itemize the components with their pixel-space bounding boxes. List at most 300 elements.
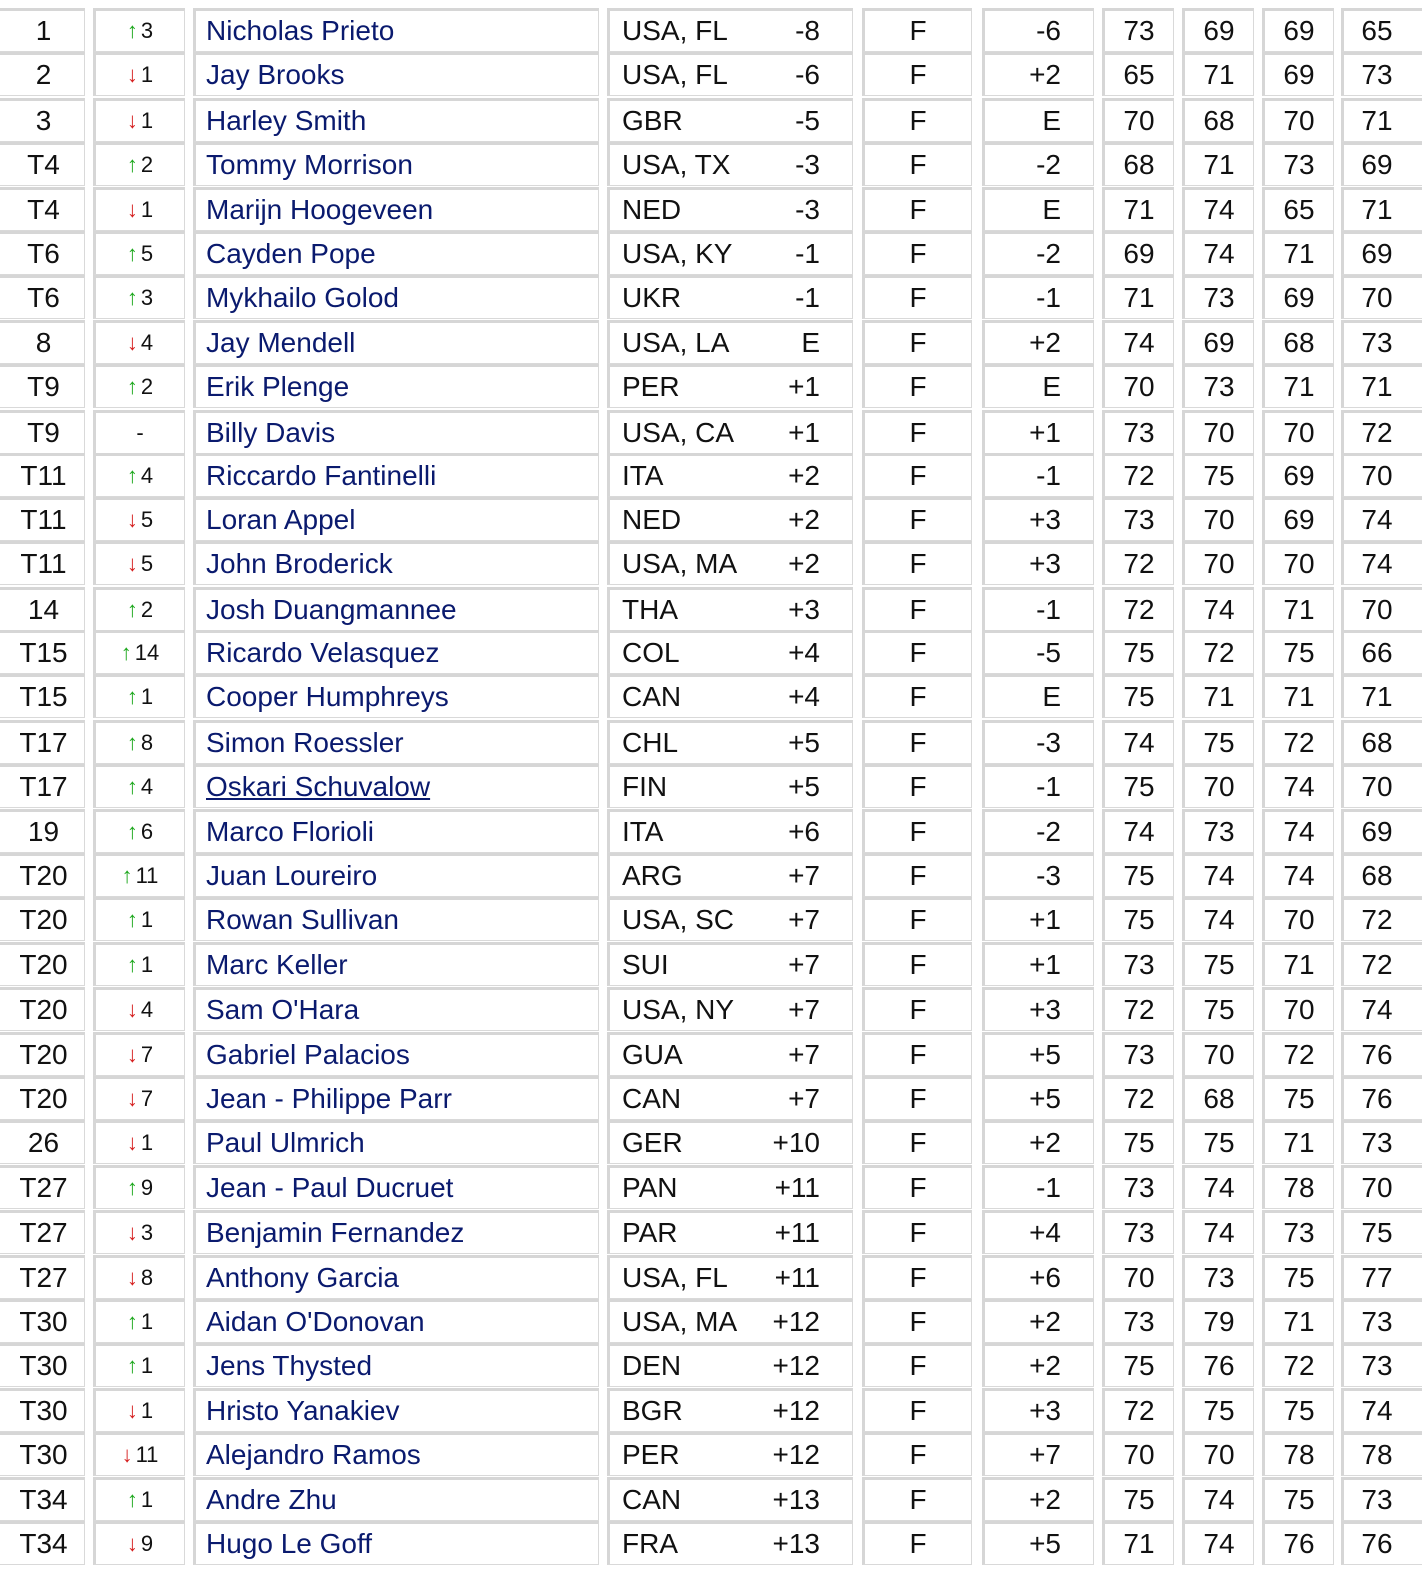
- player-name-cell[interactable]: [193, 187, 599, 231]
- round-1-score: 74: [1102, 320, 1174, 364]
- movement-cell: [93, 1120, 185, 1164]
- player-name-link[interactable]: Hugo Le Goff: [206, 1528, 373, 1559]
- player-name-cell[interactable]: [193, 942, 599, 986]
- table-row[interactable]: [0, 942, 1422, 987]
- table-row[interactable]: [0, 497, 1422, 542]
- player-name-cell[interactable]: [193, 52, 599, 96]
- table-row[interactable]: [0, 231, 1422, 276]
- round-2-score: 74: [1182, 1521, 1254, 1565]
- table-row[interactable]: [0, 187, 1422, 232]
- round-2-score: 74: [1182, 587, 1254, 631]
- player-name-cell[interactable]: [193, 364, 599, 408]
- total-score: +4: [788, 681, 820, 712]
- player-name-cell[interactable]: [193, 809, 599, 853]
- round-4-score: 77: [1341, 1255, 1422, 1299]
- player-name-link[interactable]: Josh Duangmannee: [206, 594, 457, 625]
- position-cell: T34: [0, 1477, 85, 1521]
- round-1-score: 73: [1102, 1210, 1174, 1254]
- table-row[interactable]: [0, 809, 1422, 854]
- country-total-cell: [607, 320, 853, 364]
- round-2-score: 70: [1182, 497, 1254, 541]
- total-score: +11: [774, 1217, 820, 1248]
- round-3-score: 69: [1262, 497, 1334, 541]
- round-4-score: 72: [1341, 897, 1422, 941]
- position-cell: T9: [0, 364, 85, 408]
- country-label: USA, CA: [622, 417, 735, 448]
- round-3-score: 74: [1262, 853, 1334, 897]
- player-name-link[interactable]: Jean - Paul Ducruet: [206, 1172, 454, 1203]
- table-row[interactable]: [0, 1165, 1422, 1210]
- arrow-up-icon: ↑: [126, 907, 138, 932]
- round-2-score: 76: [1182, 1343, 1254, 1387]
- table-row[interactable]: [0, 1210, 1422, 1255]
- round-1-score: 70: [1102, 364, 1174, 408]
- country-label: BGR: [622, 1395, 683, 1426]
- table-row[interactable]: [0, 720, 1422, 765]
- round-1-score: 75: [1102, 630, 1174, 674]
- position-cell: T6: [0, 275, 85, 319]
- movement-cell: [93, 1210, 185, 1254]
- player-name-cell[interactable]: [193, 497, 599, 541]
- player-name-link[interactable]: Erik Plenge: [206, 371, 350, 402]
- total-score: +11: [774, 1172, 820, 1203]
- today-score-cell: -1: [982, 764, 1094, 808]
- round-3-score: 69: [1262, 275, 1334, 319]
- table-row[interactable]: [0, 52, 1422, 97]
- player-name-link[interactable]: Alejandro Ramos: [206, 1439, 421, 1470]
- country-total-cell: [607, 1032, 853, 1076]
- position-cell: 3: [0, 98, 85, 142]
- round-2-score: 70: [1182, 410, 1254, 454]
- country-label: NED: [622, 504, 682, 535]
- round-3-score: 71: [1262, 1299, 1334, 1343]
- position-cell: T6: [0, 231, 85, 275]
- player-name-link[interactable]: Rowan Sullivan: [206, 904, 399, 935]
- today-score-cell: +7: [982, 1432, 1094, 1476]
- arrow-down-icon: ↓: [126, 1398, 138, 1423]
- movement-cell: [93, 1032, 185, 1076]
- player-name-link[interactable]: Loran Appel: [206, 504, 356, 535]
- position-cell: T34: [0, 1521, 85, 1565]
- arrow-up-icon: ↑: [126, 374, 138, 399]
- round-4-score: 65: [1341, 8, 1422, 52]
- round-2-score: 75: [1182, 720, 1254, 764]
- player-name-link[interactable]: Gabriel Palacios: [206, 1039, 410, 1070]
- position-cell: T27: [0, 1165, 85, 1209]
- player-name-cell[interactable]: [193, 1343, 599, 1387]
- player-name-link[interactable]: Riccardo Fantinelli: [206, 460, 437, 491]
- player-name-link[interactable]: Paul Ulmrich: [206, 1127, 365, 1158]
- round-2-score: 74: [1182, 1210, 1254, 1254]
- player-name-cell[interactable]: [193, 587, 599, 631]
- total-score: +1: [788, 371, 820, 402]
- table-row[interactable]: [0, 98, 1422, 143]
- player-name-cell[interactable]: [193, 1165, 599, 1209]
- movement-value: 1: [140, 952, 154, 977]
- thru-cell: F: [862, 320, 972, 364]
- round-2-score: 75: [1182, 1120, 1254, 1164]
- position-cell: 14: [0, 587, 85, 631]
- movement-cell: [93, 942, 185, 986]
- round-3-score: 71: [1262, 587, 1334, 631]
- round-3-score: 75: [1262, 1477, 1334, 1521]
- table-row[interactable]: [0, 453, 1422, 498]
- table-row[interactable]: [0, 142, 1422, 187]
- table-row[interactable]: [0, 541, 1422, 586]
- arrow-down-icon: ↓: [126, 997, 138, 1022]
- round-3-score: 69: [1262, 8, 1334, 52]
- player-name-link[interactable]: Juan Loureiro: [206, 860, 378, 891]
- arrow-down-icon: ↓: [126, 1220, 138, 1245]
- player-name-link[interactable]: Jay Mendell: [206, 327, 356, 358]
- movement-value: 5: [140, 551, 154, 576]
- player-name-cell[interactable]: [193, 1521, 599, 1565]
- total-score: -6: [795, 59, 820, 90]
- total-score: +13: [772, 1528, 820, 1559]
- round-4-score: 69: [1341, 142, 1422, 186]
- thru-cell: F: [862, 8, 972, 52]
- movement-value: 1: [140, 907, 154, 932]
- table-row[interactable]: [0, 987, 1422, 1032]
- thru-cell: F: [862, 142, 972, 186]
- round-2-score: 69: [1182, 320, 1254, 364]
- player-name-link[interactable]: Simon Roessler: [206, 727, 404, 758]
- movement-value: 7: [140, 1086, 154, 1111]
- round-1-score: 75: [1102, 1477, 1174, 1521]
- movement-cell: [93, 1299, 185, 1343]
- today-score-cell: -6: [982, 8, 1094, 52]
- round-3-score: 71: [1262, 1120, 1334, 1164]
- total-score: +5: [788, 727, 820, 758]
- movement-cell: [93, 674, 185, 718]
- player-name-link[interactable]: Jean - Philippe Parr: [206, 1083, 452, 1114]
- player-name-cell[interactable]: [193, 1477, 599, 1521]
- player-name-cell[interactable]: [193, 897, 599, 941]
- thru-cell: F: [862, 231, 972, 275]
- today-score-cell: +2: [982, 1120, 1094, 1164]
- player-name-link[interactable]: Marco Florioli: [206, 816, 375, 847]
- thru-cell: F: [862, 497, 972, 541]
- player-name-cell[interactable]: [193, 453, 599, 497]
- movement-value: 2: [140, 597, 154, 622]
- player-name-link[interactable]: Cooper Humphreys: [206, 681, 449, 712]
- country-label: FIN: [622, 771, 668, 802]
- round-1-score: 69: [1102, 231, 1174, 275]
- round-4-score: 73: [1341, 1477, 1422, 1521]
- round-3-score: 70: [1262, 541, 1334, 585]
- table-row[interactable]: [0, 1032, 1422, 1077]
- round-4-score: 70: [1341, 1165, 1422, 1209]
- total-score: +2: [788, 460, 820, 491]
- player-name-cell[interactable]: [193, 142, 599, 186]
- table-row[interactable]: [0, 1343, 1422, 1388]
- movement-cell: [93, 1343, 185, 1387]
- player-name-link[interactable]: Billy Davis: [206, 417, 336, 448]
- movement-cell: [93, 809, 185, 853]
- player-name-link[interactable]: Hristo Yanakiev: [206, 1395, 400, 1426]
- total-score: -1: [795, 282, 820, 313]
- country-label: USA, MA: [622, 548, 738, 579]
- round-3-score: 71: [1262, 364, 1334, 408]
- player-name-cell[interactable]: [193, 1388, 599, 1432]
- table-row[interactable]: [0, 587, 1422, 632]
- movement-cell: [93, 98, 185, 142]
- round-3-score: 75: [1262, 1076, 1334, 1120]
- table-row[interactable]: [0, 275, 1422, 320]
- country-label: USA, FL: [622, 15, 728, 46]
- country-total-cell: [607, 1210, 853, 1254]
- round-3-score: 73: [1262, 1210, 1334, 1254]
- round-2-score: 72: [1182, 630, 1254, 674]
- player-name-cell[interactable]: [193, 987, 599, 1031]
- total-score: +4: [788, 637, 820, 668]
- player-name-link[interactable]: Jens Thysted: [206, 1350, 373, 1381]
- table-row[interactable]: [0, 1120, 1422, 1165]
- round-1-score: 74: [1102, 809, 1174, 853]
- country-total-cell: [607, 587, 853, 631]
- movement-cell: [93, 764, 185, 808]
- table-row[interactable]: [0, 8, 1422, 53]
- round-4-score: 75: [1341, 1210, 1422, 1254]
- player-name-link[interactable]: Harley Smith: [206, 105, 367, 136]
- thru-cell: F: [862, 1165, 972, 1209]
- player-name-link[interactable]: Benjamin Fernandez: [206, 1217, 465, 1248]
- table-row[interactable]: [0, 320, 1422, 365]
- player-name-cell[interactable]: [193, 1210, 599, 1254]
- player-name-link[interactable]: Mykhailo Golod: [206, 282, 399, 313]
- round-2-score: 70: [1182, 541, 1254, 585]
- table-row[interactable]: [0, 630, 1422, 675]
- arrow-up-icon: ↑: [126, 819, 138, 844]
- round-1-score: 73: [1102, 1299, 1174, 1343]
- player-name-link[interactable]: Cayden Pope: [206, 238, 376, 269]
- player-name-link[interactable]: John Broderick: [206, 548, 393, 579]
- player-name-link[interactable]: Aidan O'Donovan: [206, 1306, 425, 1337]
- player-name-link[interactable]: Sam O'Hara: [206, 994, 360, 1025]
- round-2-score: 75: [1182, 453, 1254, 497]
- movement-cell: [93, 1477, 185, 1521]
- table-row[interactable]: [0, 1076, 1422, 1121]
- position-cell: T11: [0, 453, 85, 497]
- round-2-score: 74: [1182, 853, 1254, 897]
- table-row[interactable]: [0, 764, 1422, 809]
- round-1-score: 65: [1102, 52, 1174, 96]
- player-name-cell[interactable]: [193, 541, 599, 585]
- movement-value: 11: [135, 863, 159, 888]
- player-name-cell[interactable]: [193, 853, 599, 897]
- round-2-score: 74: [1182, 897, 1254, 941]
- round-3-score: 75: [1262, 1255, 1334, 1299]
- today-score-cell: E: [982, 98, 1094, 142]
- table-row[interactable]: [0, 1255, 1422, 1300]
- player-name-cell[interactable]: [193, 320, 599, 364]
- country-total-cell: [607, 52, 853, 96]
- table-row[interactable]: [0, 410, 1422, 455]
- arrow-up-icon: ↑: [126, 18, 138, 43]
- total-score: +2: [788, 504, 820, 535]
- country-label: DEN: [622, 1350, 682, 1381]
- round-4-score: 70: [1341, 453, 1422, 497]
- country-total-cell: [607, 541, 853, 585]
- player-name-cell[interactable]: [193, 275, 599, 319]
- round-1-score: 72: [1102, 587, 1174, 631]
- country-label: USA, TX: [622, 149, 731, 180]
- player-name-link[interactable]: Oskari Schuvalow: [206, 771, 431, 802]
- player-name-cell[interactable]: [193, 720, 599, 764]
- today-score-cell: +5: [982, 1032, 1094, 1076]
- round-2-score: 68: [1182, 98, 1254, 142]
- player-name-cell[interactable]: [193, 231, 599, 275]
- total-score: +7: [788, 994, 820, 1025]
- movement-value: 1: [140, 684, 154, 709]
- thru-cell: F: [862, 187, 972, 231]
- round-2-score: 74: [1182, 1477, 1254, 1521]
- position-cell: T15: [0, 674, 85, 718]
- round-2-score: 70: [1182, 1032, 1254, 1076]
- today-score-cell: +3: [982, 987, 1094, 1031]
- table-row[interactable]: [0, 1477, 1422, 1522]
- round-4-score: 70: [1341, 275, 1422, 319]
- total-score: -8: [795, 15, 820, 46]
- position-cell: T11: [0, 497, 85, 541]
- country-label: UKR: [622, 282, 682, 313]
- arrow-down-icon: ↓: [126, 197, 138, 222]
- country-total-cell: [607, 1299, 853, 1343]
- thru-cell: F: [862, 1210, 972, 1254]
- country-label: CAN: [622, 681, 682, 712]
- player-name-link[interactable]: Ricardo Velasquez: [206, 637, 440, 668]
- table-row[interactable]: [0, 674, 1422, 719]
- round-2-score: 70: [1182, 764, 1254, 808]
- total-score: +6: [788, 816, 820, 847]
- country-total-cell: [607, 98, 853, 142]
- player-name-cell[interactable]: [193, 98, 599, 142]
- position-cell: 1: [0, 8, 85, 52]
- player-name-cell[interactable]: [193, 1076, 599, 1120]
- country-total-cell: [607, 1165, 853, 1209]
- arrow-down-icon: ↓: [126, 1531, 138, 1556]
- round-4-score: 72: [1341, 410, 1422, 454]
- movement-value: 1: [140, 1487, 154, 1512]
- position-cell: T20: [0, 897, 85, 941]
- round-3-score: 65: [1262, 187, 1334, 231]
- table-row[interactable]: [0, 1432, 1422, 1477]
- round-1-score: 73: [1102, 1032, 1174, 1076]
- round-1-score: 73: [1102, 8, 1174, 52]
- player-name-link[interactable]: Anthony Garcia: [206, 1262, 399, 1293]
- round-3-score: 74: [1262, 809, 1334, 853]
- arrow-up-icon: ↑: [126, 1309, 138, 1334]
- player-name-link[interactable]: Marijn Hoogeveen: [206, 194, 434, 225]
- position-cell: T27: [0, 1210, 85, 1254]
- country-total-cell: [607, 497, 853, 541]
- today-score-cell: +5: [982, 1521, 1094, 1565]
- country-total-cell: [607, 1076, 853, 1120]
- player-name-link[interactable]: Marc Keller: [206, 949, 348, 980]
- round-4-score: 71: [1341, 98, 1422, 142]
- thru-cell: F: [862, 853, 972, 897]
- country-total-cell: [607, 275, 853, 319]
- position-cell: T20: [0, 987, 85, 1031]
- round-2-score: 73: [1182, 275, 1254, 319]
- country-label: ITA: [622, 460, 664, 491]
- movement-value: 1: [140, 1398, 154, 1423]
- player-name-cell[interactable]: [193, 1120, 599, 1164]
- table-row[interactable]: [0, 853, 1422, 898]
- round-1-score: 72: [1102, 453, 1174, 497]
- round-3-score: 72: [1262, 720, 1334, 764]
- player-name-cell[interactable]: [193, 8, 599, 52]
- table-row[interactable]: [0, 1299, 1422, 1344]
- player-name-cell[interactable]: [193, 674, 599, 718]
- position-cell: 19: [0, 809, 85, 853]
- table-row[interactable]: [0, 1521, 1422, 1566]
- arrow-up-icon: ↑: [126, 463, 138, 488]
- player-name-cell[interactable]: [193, 630, 599, 674]
- table-row[interactable]: [0, 1388, 1422, 1433]
- movement-cell: [93, 987, 185, 1031]
- movement-value: 1: [140, 1309, 154, 1334]
- movement-cell: [93, 52, 185, 96]
- player-name-cell[interactable]: [193, 1299, 599, 1343]
- player-name-link[interactable]: Jay Brooks: [206, 59, 345, 90]
- round-1-score: 75: [1102, 897, 1174, 941]
- player-name-cell[interactable]: [193, 1255, 599, 1299]
- country-total-cell: [607, 1432, 853, 1476]
- round-4-score: 74: [1341, 497, 1422, 541]
- player-name-cell[interactable]: [193, 764, 599, 808]
- round-1-score: 72: [1102, 541, 1174, 585]
- today-score-cell: +2: [982, 52, 1094, 96]
- country-label: PAR: [622, 1217, 678, 1248]
- today-score-cell: +1: [982, 897, 1094, 941]
- round-4-score: 73: [1341, 1343, 1422, 1387]
- table-row[interactable]: [0, 364, 1422, 409]
- country-label: USA, FL: [622, 1262, 728, 1293]
- arrow-up-icon: ↑: [126, 1175, 138, 1200]
- total-score: +11: [774, 1262, 820, 1293]
- round-4-score: 73: [1341, 1120, 1422, 1164]
- player-name-cell[interactable]: [193, 1032, 599, 1076]
- thru-cell: F: [862, 1477, 972, 1521]
- movement-value: 5: [140, 241, 154, 266]
- total-score: +1: [788, 417, 820, 448]
- position-cell: T17: [0, 764, 85, 808]
- movement-value: 4: [140, 330, 154, 355]
- player-name-link[interactable]: Nicholas Prieto: [206, 15, 395, 46]
- position-cell: T4: [0, 187, 85, 231]
- movement-cell: [93, 1076, 185, 1120]
- round-2-score: 70: [1182, 1432, 1254, 1476]
- country-total-cell: [607, 764, 853, 808]
- movement-value: 8: [140, 730, 154, 755]
- player-name-cell[interactable]: [193, 1432, 599, 1476]
- round-1-score: 73: [1102, 497, 1174, 541]
- position-cell: 8: [0, 320, 85, 364]
- player-name-link[interactable]: Andre Zhu: [206, 1484, 337, 1515]
- table-row[interactable]: [0, 897, 1422, 942]
- total-score: +7: [788, 904, 820, 935]
- round-4-score: 70: [1341, 764, 1422, 808]
- arrow-down-icon: ↓: [126, 507, 138, 532]
- movement-value: 5: [140, 507, 154, 532]
- round-3-score: 73: [1262, 142, 1334, 186]
- movement-value: 1: [140, 1353, 154, 1378]
- player-name-link[interactable]: Tommy Morrison: [206, 149, 413, 180]
- position-cell: T20: [0, 942, 85, 986]
- player-name-cell[interactable]: [193, 410, 599, 454]
- total-score: +3: [788, 594, 820, 625]
